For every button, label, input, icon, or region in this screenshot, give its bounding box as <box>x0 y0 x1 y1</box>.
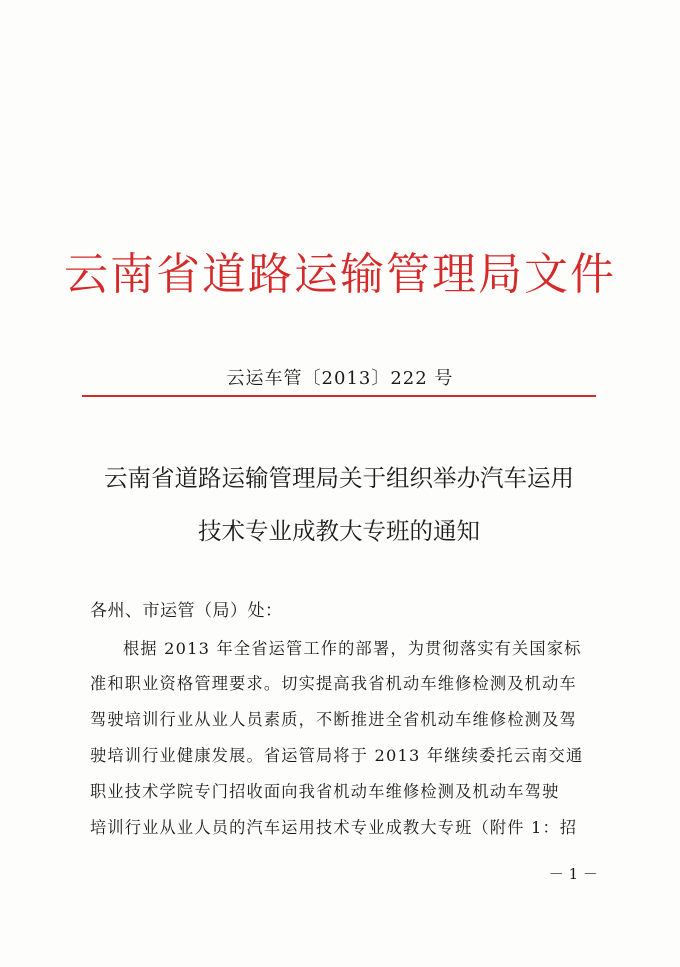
body-paragraph-line: 准和职业资格管理要求。切实提高我省机动车维修检测及机动车 <box>90 674 577 693</box>
document-number: 云运车管〔2013〕222 号 <box>226 368 454 389</box>
page-number: － 1 － <box>548 865 598 883</box>
document-title-line-2: 技术专业成教大专班的通知 <box>198 517 480 545</box>
salutation: 各州、市运管（局）处： <box>90 601 283 621</box>
body-paragraph-line: 驾驶培训行业从业人员素质，不断推进全省机动车维修检测及驾 <box>90 710 577 729</box>
document-title-line-1: 云南省道路运输管理局关于组织举办汽车运用 <box>104 464 574 492</box>
issuing-authority-header: 云南省道路运输管理局文件 <box>64 249 616 300</box>
body-paragraph-line: 培训行业从业人员的汽车运用技术专业成教大专班（附件 1：招 <box>90 818 578 837</box>
body-paragraph-line: 驶培训行业健康发展。省运管局将于 2013 年继续委托云南交通 <box>90 746 584 765</box>
red-divider-line <box>82 395 596 397</box>
body-paragraph-line: 职业技术学院专门招收面向我省机动车维修检测及机动车驾驶 <box>90 782 560 801</box>
body-paragraph-line: 根据 2013 年全省运管工作的部署，为贯彻落实有关国家标 <box>123 639 582 658</box>
